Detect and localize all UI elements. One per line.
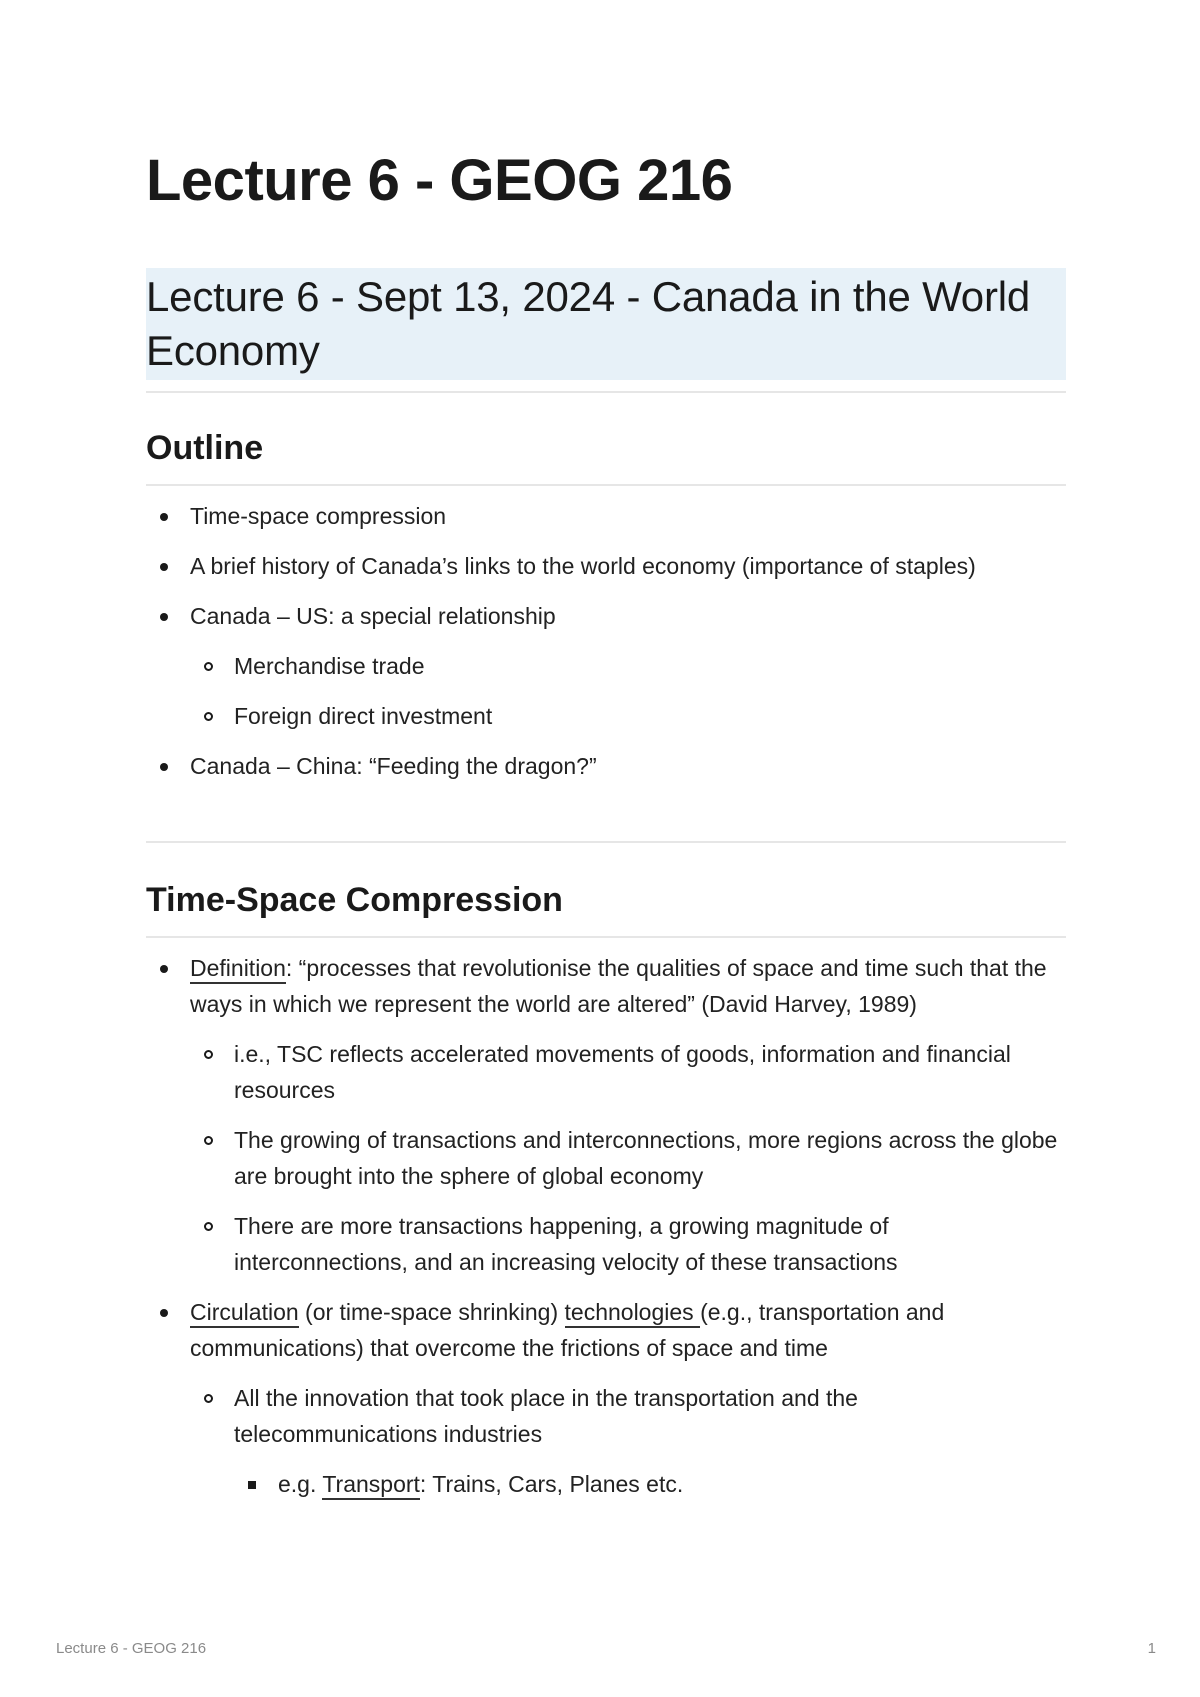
list-item: i.e., TSC reflects accelerated movements of goods, information and financial resources xyxy=(146,1036,1066,1108)
bullet-disc-icon xyxy=(160,563,168,571)
bullet-circle-icon xyxy=(204,1050,213,1059)
divider xyxy=(146,484,1066,486)
outline-list xyxy=(146,498,1066,798)
list-item: Time-space compression xyxy=(146,498,1066,534)
list-item: There are more transactions happening, a growing magnitude of interconnections, and an increasing velocity of these transactions xyxy=(146,1208,1066,1280)
bullet-circle-icon xyxy=(204,1394,213,1403)
list-item: Canada – China: “Feeding the dragon?” xyxy=(146,748,1066,784)
list-item: Definition: “processes that revolutionise the qualities of space and time such that the ways in which we represent the world are altered” (David Harvey, 1989) xyxy=(146,950,1066,1022)
list-item: Merchandise trade xyxy=(146,648,1066,684)
tsc-heading: Time-Space Compression xyxy=(146,881,563,919)
bullet-disc-icon xyxy=(160,1309,168,1317)
page-title: Lecture 6 - GEOG 216 xyxy=(146,148,733,213)
bullet-disc-icon xyxy=(160,763,168,771)
list-item: e.g. Transport: Trains, Cars, Planes etc. xyxy=(146,1466,1066,1502)
list-item: A brief history of Canada’s links to the world economy (importance of staples) xyxy=(146,548,1066,584)
tsc-list xyxy=(146,950,1066,1516)
lecture-heading: Lecture 6 - Sept 13, 2024 - Canada in the World Economy xyxy=(146,268,1066,380)
footer-title: Lecture 6 - GEOG 216 xyxy=(56,1640,207,1657)
bullet-circle-icon xyxy=(204,712,213,721)
transport-term: Transport xyxy=(322,1471,420,1500)
technologies-term: technologies xyxy=(565,1299,701,1328)
circulation-term: Circulation xyxy=(190,1299,299,1328)
list-item: The growing of transactions and interconnections, more regions across the globe are brought into the sphere of global economy xyxy=(146,1122,1066,1194)
bullet-circle-icon xyxy=(204,662,213,671)
divider xyxy=(146,841,1066,843)
divider xyxy=(146,936,1066,938)
list-item: Foreign direct investment xyxy=(146,698,1066,734)
list-item: All the innovation that took place in the transportation and the telecommunications industries xyxy=(146,1380,1066,1452)
divider xyxy=(146,391,1066,393)
bullet-square-icon xyxy=(248,1481,256,1489)
bullet-circle-icon xyxy=(204,1136,213,1145)
list-item: Circulation (or time-space shrinking) technologies (e.g., transportation and communications) that overcome the frictions of space and time xyxy=(146,1294,1066,1366)
list-item: Canada – US: a special relationship xyxy=(146,598,1066,634)
outline-heading: Outline xyxy=(146,429,264,467)
page-number: 1 xyxy=(1147,1640,1156,1657)
bullet-disc-icon xyxy=(160,513,168,521)
bullet-circle-icon xyxy=(204,1222,213,1231)
bullet-disc-icon xyxy=(160,965,168,973)
bullet-disc-icon xyxy=(160,613,168,621)
definition-term: Definition xyxy=(190,955,286,984)
